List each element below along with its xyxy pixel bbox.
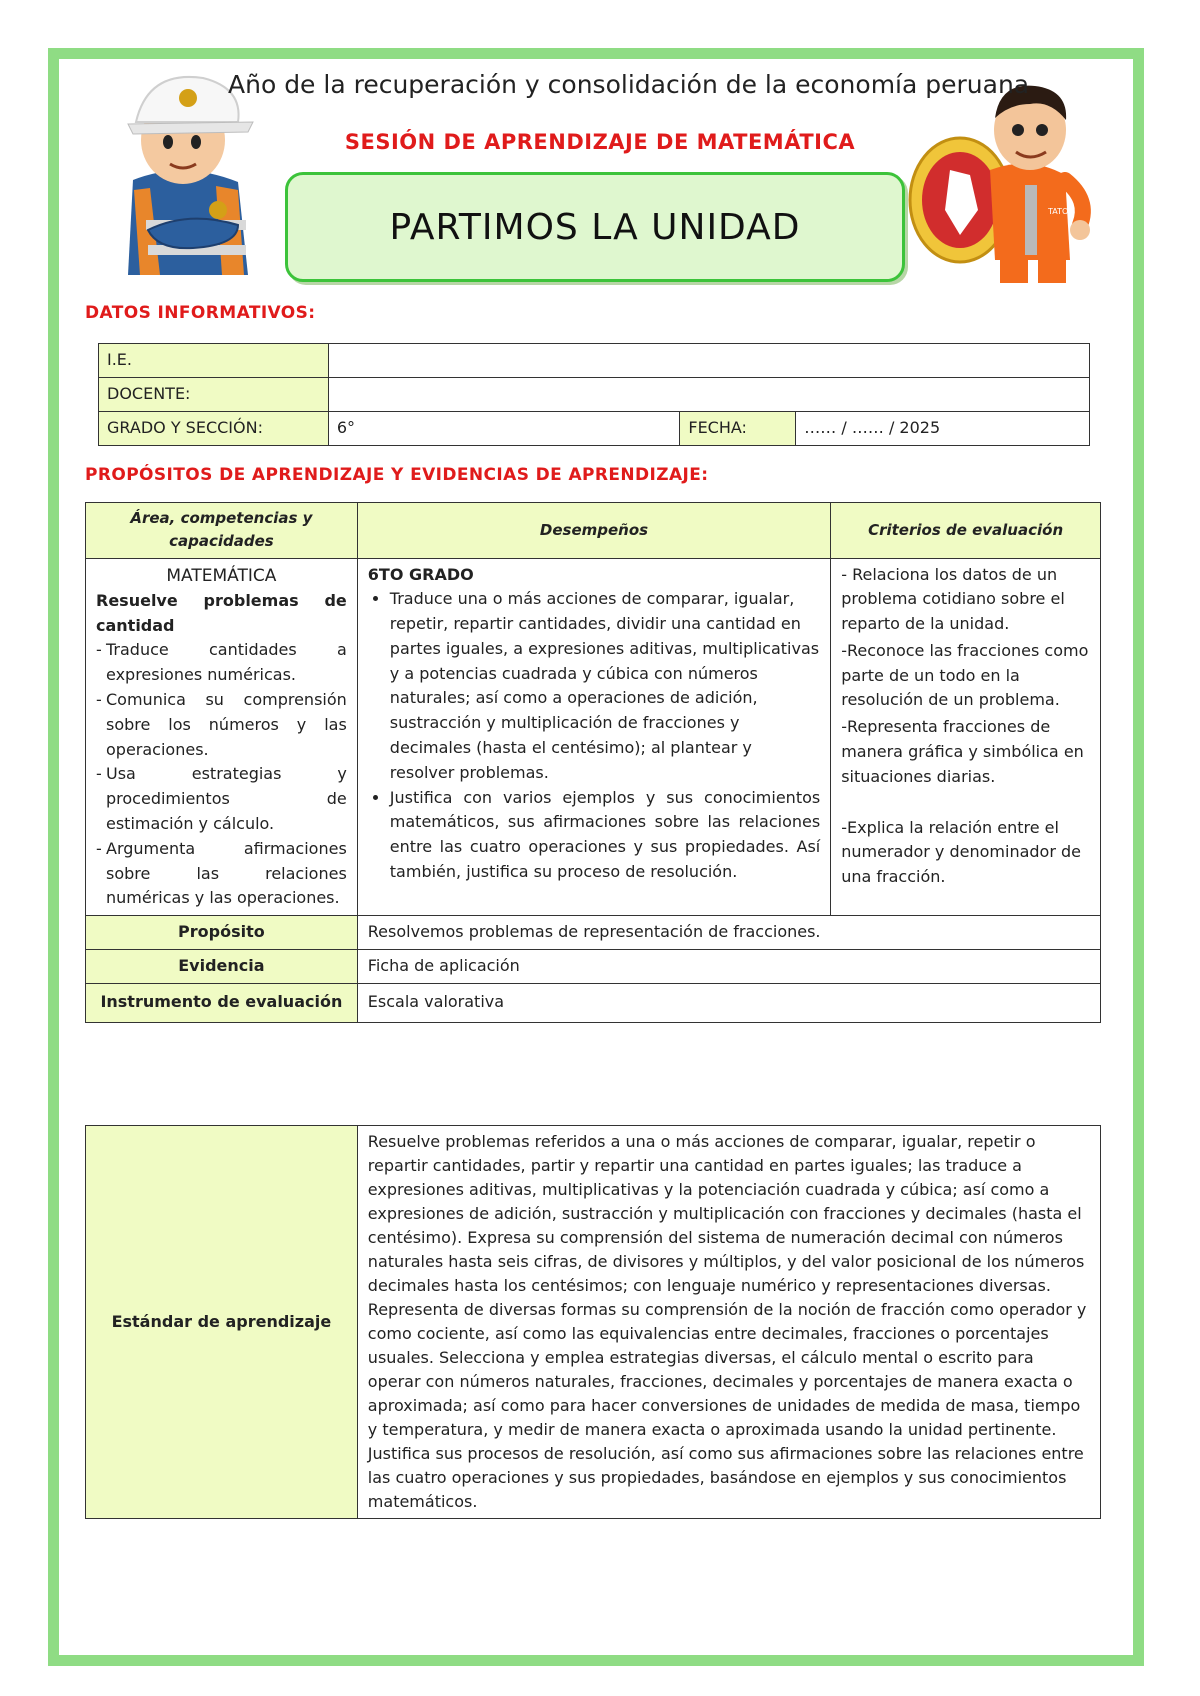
proposito-value: Resolvemos problemas de representación de fracciones.: [357, 916, 1100, 950]
datos-heading: DATOS INFORMATIVOS:: [85, 303, 316, 323]
criterio-item: -Explica la relación entre el numerador y denominador de una fracción.: [841, 817, 1081, 887]
table-row: [86, 983, 1101, 1022]
area-cell: [86, 558, 358, 916]
estandar-text: Resuelve problemas referidos a una o más acciones de comparar, igualar, repetir o repartir cantidades, partir y repartir una cantidad en partes iguales; las traduce a expresiones aditivas, multiplicativas y la potenciación cuadrada y cúbica; así como a expresiones de adición, sustracción y multiplicación con fracciones y decimales (hasta el centésimo). Expresa su comprensión del sistema de numeración decimal con números naturales hasta seis cifras, de divisores y múltiplos, y del valor posicional de los números decimales hasta los centésimos; con lenguaje numérico y representaciones diversas. Representa de diversas formas su comprensión de la noción de fracción como operador y como cociente, así como las equivalencias entre decimales, fracciones o porcentajes usuales. Selecciona y emplea estrategias diversas, el cálculo mental o escrito para operar con números naturales, fracciones, decimales y porcentajes de manera exacta o aproximada; así como para hacer conversiones de unidades de medida de masa, tiempo y temperatura, y medir de manera exacta o aproximada usando la unidad pertinente. Justifica sus procesos de resolución, así como sus afirmaciones sobre las relaciones entre las cuatro operaciones y sus propiedades, basándose en ejemplos y sus conocimientos matemáticos.: [357, 1126, 1100, 1519]
year-slogan: Año de la recuperación y consolidación de la economía peruana: [228, 70, 1030, 99]
capacidad-text: Usa estrategias y procedimientos de estimación y cálculo.: [106, 764, 347, 834]
table-row: [99, 412, 1090, 446]
capacidad-item: - Argumenta afirmaciones sobre las relaciones numéricas y las operaciones.: [96, 837, 347, 911]
capacidad-text: Traduce cantidades a expresiones numéricas.: [106, 640, 347, 685]
area-title: MATEMÁTICA: [166, 565, 277, 586]
col-criterios-header: Criterios de evaluación: [831, 503, 1101, 559]
main-title: PARTIMOS LA UNIDAD: [389, 206, 801, 248]
criterio-item: -Reconoce las fracciones como parte de un todo en la resolución de un problema.: [841, 640, 1089, 710]
capacidad-text: Argumenta afirmaciones sobre las relaciones numéricas y las operaciones.: [106, 838, 347, 908]
table-row: [99, 378, 1090, 412]
desempeno-item: • Justifica con varios ejemplos y sus conocimientos matemáticos, sus afirmaciones sobre las relaciones entre las cuatro operaciones y sus propiedades. Así también, justifica su proceso de resolución.: [390, 786, 820, 885]
estandar-label: Estándar de aprendizaje: [86, 1126, 358, 1519]
tato-badge-text: TATO: [1048, 207, 1069, 216]
criterio-item: - Relaciona los datos de un problema cotidiano sobre el reparto de la unidad.: [841, 564, 1065, 634]
ie-value: [328, 344, 1089, 378]
grado-value: 6°: [328, 412, 680, 446]
session-title: SESIÓN DE APRENDIZAJE DE MATEMÁTICA: [344, 130, 856, 154]
fecha-value: …… / …… / 2025: [796, 412, 1090, 446]
propositos-heading: PROPÓSITOS DE APRENDIZAJE Y EVIDENCIAS DE APRENDIZAJE:: [85, 465, 709, 485]
evidencia-label: Evidencia: [86, 950, 358, 984]
grado-title: 6TO GRADO: [367, 564, 474, 584]
competencia: [96, 589, 347, 639]
grado-label: GRADO Y SECCIÓN:: [99, 412, 329, 446]
table-row: [86, 950, 1101, 984]
table-row: [86, 1126, 1101, 1519]
col-area-header: Área, competencias y capacidades: [86, 503, 358, 559]
docente-value: [328, 378, 1089, 412]
desempenos-list: [368, 587, 820, 885]
table-row: [99, 344, 1090, 378]
capacidad-item: - Comunica su comprensión sobre los números y las operaciones.: [96, 688, 347, 762]
capacidad-text: Comunica su comprensión sobre los números y las operaciones.: [106, 690, 347, 759]
competencia-text: Resuelve problemas de cantidad: [96, 590, 347, 635]
desempenos-cell: [357, 558, 830, 916]
docente-label: DOCENTE:: [99, 378, 329, 412]
capacidad-item: - Usa estrategias y procedimientos de estimación y cálculo.: [96, 762, 347, 836]
capacidad-item: - Traduce cantidades a expresiones numéricas.: [96, 638, 347, 688]
propositos-table: [85, 502, 1101, 1023]
instrumento-value: Escala valorativa: [357, 983, 1100, 1022]
datos-table: [98, 343, 1090, 446]
estandar-table: [85, 1125, 1101, 1519]
criterios-cell: [831, 558, 1101, 916]
evidencia-value: Ficha de aplicación: [357, 950, 1100, 984]
fecha-label: FECHA:: [680, 412, 796, 446]
table-row: [86, 916, 1101, 950]
proposito-label: Propósito: [86, 916, 358, 950]
table-row: [86, 558, 1101, 916]
table-header-row: [86, 503, 1101, 559]
criterio-item: -Representa fracciones de manera gráfica y simbólica en situaciones diarias.: [841, 717, 1084, 786]
ie-label: I.E.: [99, 344, 329, 378]
col-desempenos-header: Desempeños: [357, 503, 830, 559]
title-box: [285, 172, 905, 282]
instrumento-label: Instrumento de evaluación: [86, 983, 358, 1022]
desempeno-item: • Traduce una o más acciones de comparar, igualar, repetir, repartir cantidades, dividir una cantidad en partes iguales, a expresiones aditivas, multiplicativas y a potencias cuadrada y cúbica con números naturales; así como a operaciones de adición, sustracción y multiplicación de fracciones y decimales (hasta el centésimo); al plantear y resolver problemas.: [390, 587, 820, 785]
